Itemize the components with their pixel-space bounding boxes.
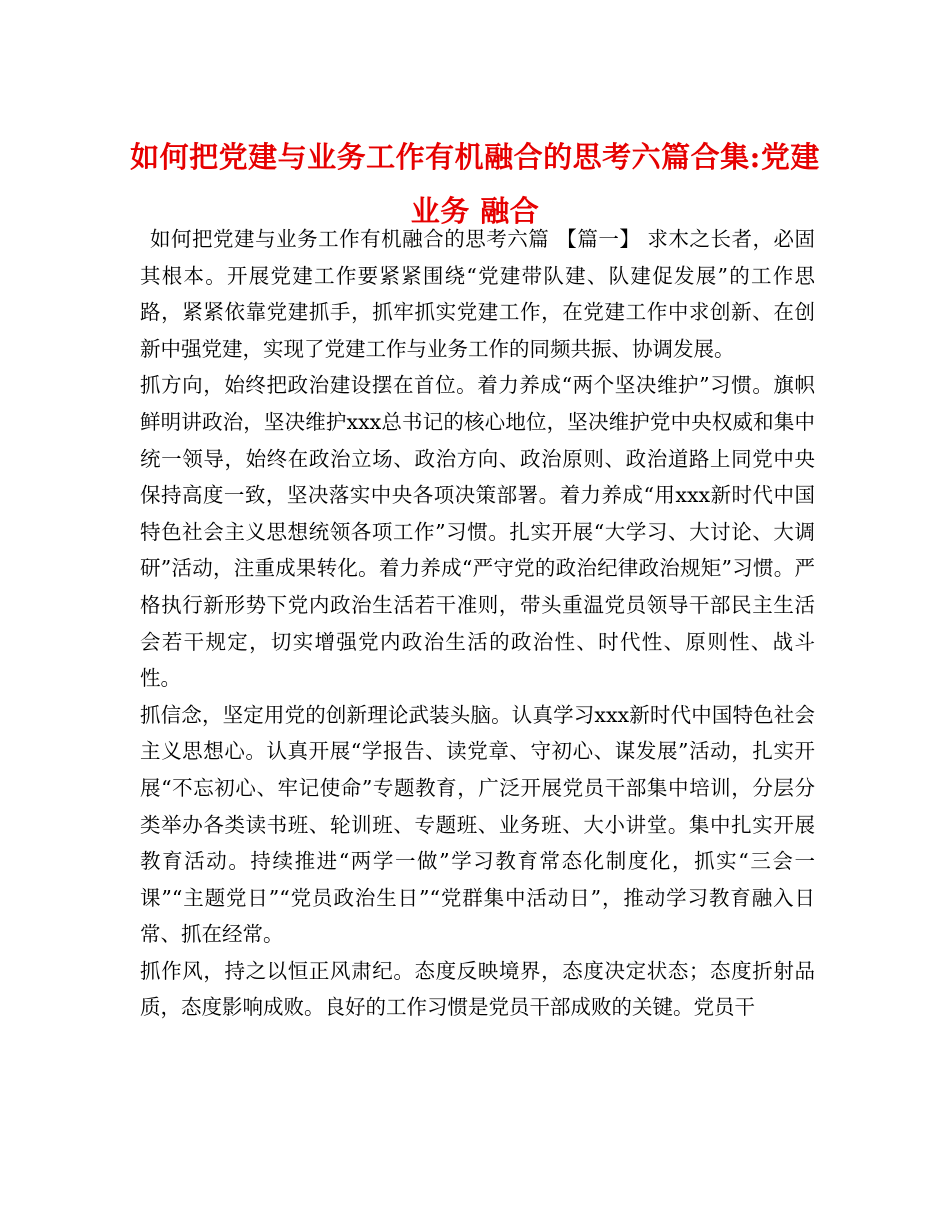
paragraph: 抓方向，始终把政治建设摆在首位。着力养成“两个坚决维护”习惯。旗帜鲜明讲政治，坚决维护xxx总书记的核心地位，坚决维护党中央权威和集中统一领导，始终在政治立场、政治方向、政治原则、政治道路上同党中央保持高度一致，坚决落实中央各项决策部署。着力养成“用xxx新时代中国特色社会主义思想统领各项工作”习惯。扎实开展“大学习、大讨论、大调研”活动，注重成果转化。着力养成“严守党的政治纪律政治规矩”习惯。严格执行新形势下党内政治生活若干准则，带头重温党员领导干部民主生活会若干规定，切实增强党内政治生活的政治性、时代性、原则性、战斗性。 [140,373,815,691]
document-body [140,221,815,1026]
paragraph: 抓作风，持之以恒正风肃纪。态度反映境界，态度决定状态；态度折射品质，态度影响成败。良好的工作习惯是党员干部成败的关键。党员干 [140,958,815,1020]
paragraph: 抓信念，坚定用党的创新理论武装头脑。认真学习xxx新时代中国特色社会主义思想心。认真开展“学报告、读党章、守初心、谋发展”活动，扎实开展“不忘初心、牢记使命”专题教育，广泛开展党员干部集中培训，分层分类举办各类读书班、轮训班、专题班、业务班、大小讲堂。集中扎实开展教育活动。持续推进“两学一做”学习教育常态化制度化，抓实“三会一课”“主题党日”“党员政治生日”“党群集中活动日”，推动学习教育融入日常、抓在经常。 [140,702,815,947]
paragraph: 如何把党建与业务工作有机融合的思考六篇 【篇一】 求木之长者，必固其根本。开展党建工作要紧紧围绕“党建带队建、队建促发展”的工作思路，紧紧依靠党建抓手，抓牢抓实党建工作，在党建工作中求创新、在创新中强党建，实现了党建工作与业务工作的同频共振、协调发展。 [140,227,815,361]
document-title: 如何把党建与业务工作有机融合的思考六篇合集:党建业务 融合 [130,140,820,228]
